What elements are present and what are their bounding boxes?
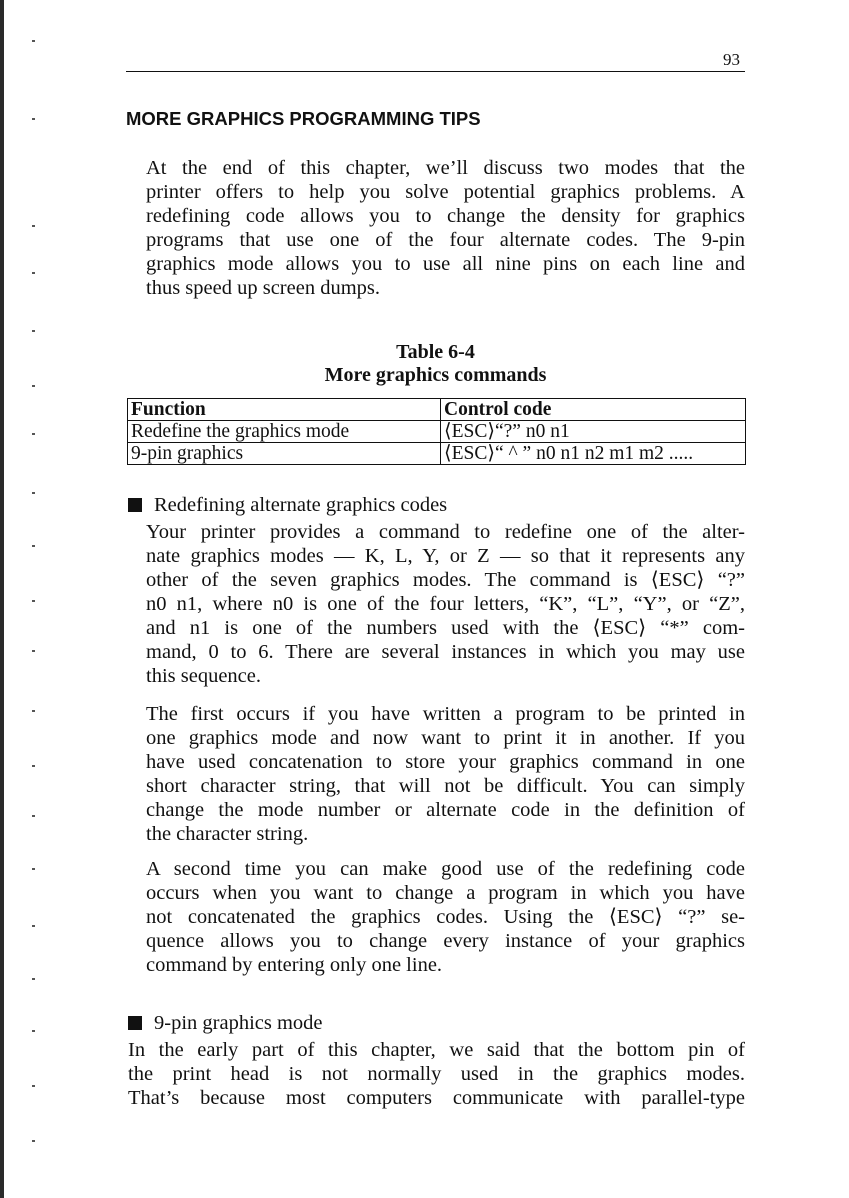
intro-paragraph — [128, 156, 745, 300]
text-line: this sequence. — [146, 665, 261, 687]
page-number: 93 — [723, 50, 740, 69]
text-line: and n1 is one of the numbers used with the ⟨ESC⟩ “*” com- — [146, 617, 745, 639]
table-title: More graphics commands — [324, 364, 547, 386]
text-line: In the early part of this chapter, we said that the bottom pin of — [128, 1039, 745, 1061]
body-paragraph — [128, 857, 745, 977]
text-line: command by entering only one line. — [146, 954, 443, 976]
table-row — [128, 443, 746, 465]
text-line: printer offers to help you solve potential graphics problems. A — [146, 181, 745, 203]
subsection-heading-text: Redefining alternate graphics codes — [154, 494, 448, 516]
body-paragraph — [128, 702, 745, 846]
subsection-heading — [128, 494, 447, 517]
body-paragraph — [128, 1038, 745, 1110]
text-line: short character string, that will not be difficult. You can simply — [146, 775, 745, 797]
header-rule — [126, 71, 745, 72]
table-cell-function: Redefine the graphics mode — [128, 421, 441, 443]
text-line: graphics mode allows you to use all nine pins on each line and — [146, 253, 745, 275]
table-cell-control-code: ⟨ESC⟩“ ^ ” n0 n1 n2 m1 m2 ..... — [441, 443, 746, 465]
text-line: The first occurs if you have written a program to be printed in — [146, 703, 745, 725]
scan-margin-marks — [22, 0, 42, 1198]
square-bullet-icon — [128, 498, 142, 512]
commands-table — [127, 398, 746, 465]
table-cell-function: 9-pin graphics — [128, 443, 441, 465]
text-line: That’s because most computers communicate with parallel-type — [128, 1087, 745, 1109]
text-line: programs that use one of the four alternate codes. The 9-pin — [146, 229, 745, 251]
text-line: At the end of this chapter, we’ll discuss two modes that the — [146, 157, 745, 179]
subsection-heading — [128, 1012, 323, 1035]
table-row — [128, 421, 746, 443]
text-line: the character string. — [146, 823, 309, 845]
square-bullet-icon — [128, 1016, 142, 1030]
text-line: the print head is not normally used in the graphics modes. — [128, 1063, 745, 1085]
subsection-heading-text: 9-pin graphics mode — [154, 1012, 323, 1034]
text-line: redefining code allows you to change the density for graphics — [146, 205, 745, 227]
text-line: Your printer provides a command to redefine one of the alter- — [146, 521, 745, 543]
text-line: one graphics mode and now want to print it in another. If you — [146, 727, 745, 749]
text-line: occurs when you want to change a program in which you have — [146, 882, 745, 904]
column-header-function: Function — [128, 399, 441, 421]
text-line: mand, 0 to 6. There are several instances in which you may use — [146, 641, 745, 663]
column-header-control-code: Control code — [441, 399, 746, 421]
text-line: quence allows you to change every instance of your graphics — [146, 930, 745, 952]
text-line: other of the seven graphics modes. The command is ⟨ESC⟩ “?” — [146, 569, 745, 591]
body-paragraph — [128, 520, 745, 688]
text-line: thus speed up screen dumps. — [146, 277, 380, 299]
section-heading: MORE GRAPHICS PROGRAMMING TIPS — [126, 108, 481, 129]
table-label: Table 6-4 — [396, 341, 475, 363]
text-line: have used concatenation to store your graphics command in one — [146, 751, 745, 773]
text-line: change the mode number or alternate code in the definition of — [146, 799, 745, 821]
text-line: nate graphics modes — K, L, Y, or Z — so that it represents any — [146, 545, 745, 567]
table-header-row — [128, 399, 746, 421]
text-line: A second time you can make good use of the redefining code — [146, 858, 745, 880]
text-line: n0 n1, where n0 is one of the four letters, “K”, “L”, “Y”, or “Z”, — [146, 593, 745, 615]
table-cell-control-code: ⟨ESC⟩“?” n0 n1 — [441, 421, 746, 443]
scan-left-edge — [0, 0, 4, 1198]
text-line: not concatenated the graphics codes. Using the ⟨ESC⟩ “?” se- — [146, 906, 745, 928]
